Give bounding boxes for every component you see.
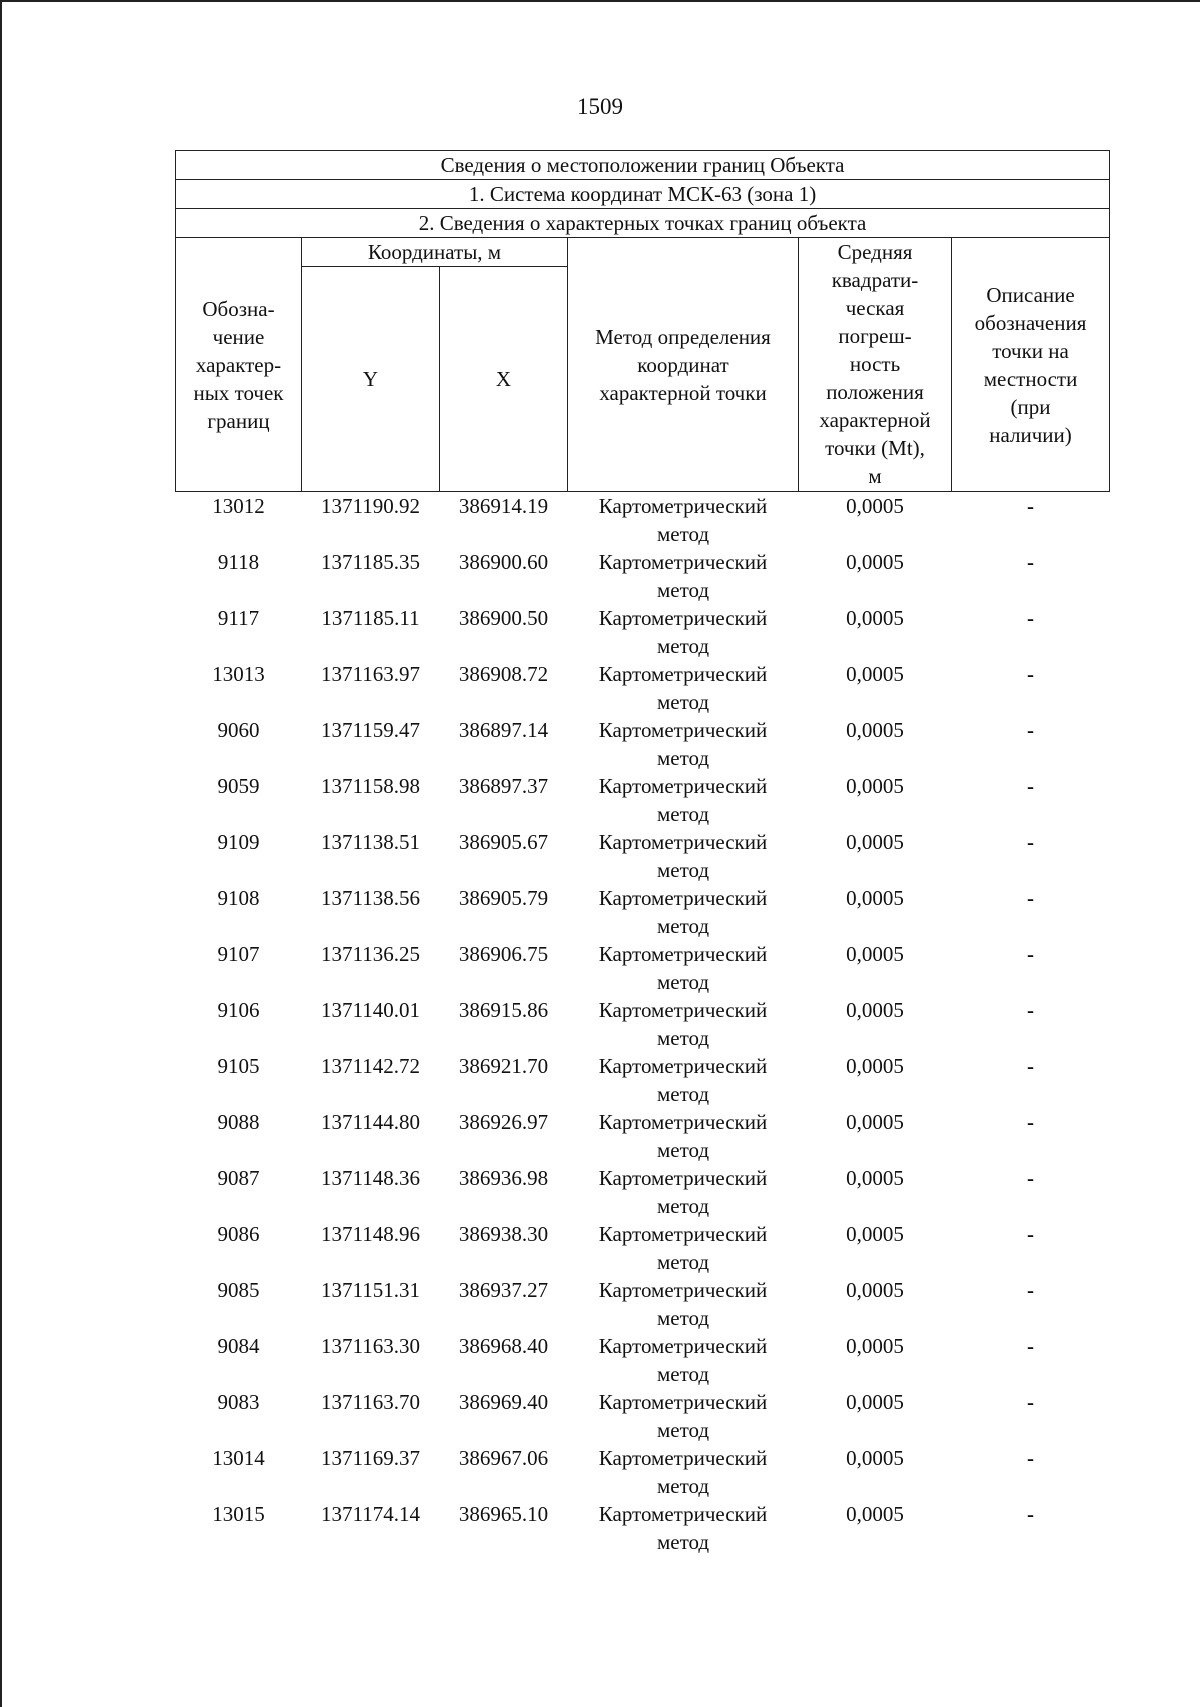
description-cell: - [1027, 662, 1035, 686]
description-cell: - [1027, 1110, 1035, 1134]
mt-cell: 0,0005 [846, 1166, 904, 1190]
mt-cell: 0,0005 [846, 606, 904, 630]
x-coordinate-cell: 386967.06 [458, 1446, 549, 1470]
point-id-cell: 9108 [217, 886, 260, 910]
method-cell: Картометрический метод [598, 830, 768, 882]
method-cell: Картометрический метод [598, 1110, 768, 1162]
point-id-cell: 13014 [212, 1446, 265, 1470]
point-id-cell: 9107 [217, 942, 260, 966]
y-coordinate-cell: 1371163.30 [321, 1334, 420, 1358]
table-row [176, 1388, 1110, 1444]
mt-cell: 0,0005 [846, 1222, 904, 1246]
table-row [176, 1276, 1110, 1332]
description-cell: - [1027, 1446, 1035, 1470]
method-cell: Картометрический метод [598, 1278, 768, 1330]
y-coordinate-cell: 1371140.01 [321, 998, 420, 1022]
mt-cell: 0,0005 [846, 1110, 904, 1134]
y-coordinate-cell: 1371142.72 [321, 1054, 420, 1078]
point-id-cell: 13013 [212, 662, 265, 686]
method-cell: Картометрический метод [598, 1502, 768, 1554]
method-cell: Картометрический метод [598, 886, 768, 938]
y-coordinate-cell: 1371159.47 [321, 718, 420, 742]
method-cell: Картометрический метод [598, 606, 768, 658]
mt-cell: 0,0005 [846, 718, 904, 742]
table-row [176, 1500, 1110, 1556]
description-cell: - [1027, 1334, 1035, 1358]
method-cell: Картометрический метод [598, 998, 768, 1050]
x-coordinate-cell: 386921.70 [458, 1054, 549, 1078]
method-cell: Картометрический метод [598, 718, 768, 770]
method-cell: Картометрический метод [598, 942, 768, 994]
point-id-cell: 9118 [217, 550, 260, 574]
description-cell: - [1027, 606, 1035, 630]
point-id-cell: 13012 [212, 494, 265, 518]
description-cell: - [1027, 718, 1035, 742]
description-cell: - [1027, 550, 1035, 574]
table-row [176, 1164, 1110, 1220]
description-cell: - [1027, 942, 1035, 966]
x-coordinate-cell: 386900.60 [458, 550, 549, 574]
mt-cell: 0,0005 [846, 830, 904, 854]
x-coordinate-cell: 386900.50 [458, 606, 549, 630]
point-id-cell: 13015 [212, 1502, 265, 1526]
mt-cell: 0,0005 [846, 942, 904, 966]
header-y: Y [302, 267, 440, 492]
header-description: Описание обозначения точки на местности (при наличии) [952, 238, 1110, 492]
x-coordinate-cell: 386965.10 [458, 1502, 549, 1526]
x-coordinate-cell: 386905.79 [458, 886, 549, 910]
y-coordinate-cell: 1371136.25 [321, 942, 420, 966]
method-cell: Картометрический метод [598, 1166, 768, 1218]
table-row [176, 772, 1110, 828]
description-cell: - [1027, 774, 1035, 798]
header-method: Метод определения координат характерной точки [568, 238, 799, 492]
method-cell: Картометрический метод [598, 1054, 768, 1106]
point-id-cell: 9106 [217, 998, 260, 1022]
mt-cell: 0,0005 [846, 1390, 904, 1414]
method-cell: Картометрический метод [598, 550, 768, 602]
table-row [176, 940, 1110, 996]
y-coordinate-cell: 1371163.97 [321, 662, 420, 686]
point-id-cell: 9109 [217, 830, 260, 854]
table-row [176, 1332, 1110, 1388]
y-coordinate-cell: 1371144.80 [321, 1110, 420, 1134]
header-mean-square-error: Средняя квадрати- ческая погреш- ность положения характерной точки (Mt), м [799, 238, 952, 492]
table-row [176, 716, 1110, 772]
method-cell: Картометрический метод [598, 1334, 768, 1386]
point-id-cell: 9084 [217, 1334, 260, 1358]
mt-cell: 0,0005 [846, 1502, 904, 1526]
method-cell: Картометрический метод [598, 774, 768, 826]
x-coordinate-cell: 386926.97 [458, 1110, 549, 1134]
mt-cell: 0,0005 [846, 494, 904, 518]
y-coordinate-cell: 1371148.96 [321, 1222, 420, 1246]
x-coordinate-cell: 386914.19 [458, 494, 549, 518]
table-row [176, 828, 1110, 884]
description-cell: - [1027, 998, 1035, 1022]
page-number: 1509 [577, 94, 623, 119]
description-cell: - [1027, 1390, 1035, 1414]
description-cell: - [1027, 1166, 1035, 1190]
point-id-cell: 9059 [217, 774, 260, 798]
table-row [176, 548, 1110, 604]
method-cell: Картометрический метод [598, 662, 768, 714]
description-cell: - [1027, 1278, 1035, 1302]
mt-cell: 0,0005 [846, 886, 904, 910]
scan-edge-left [0, 0, 2, 1707]
x-coordinate-cell: 386897.14 [458, 718, 549, 742]
x-coordinate-cell: 386936.98 [458, 1166, 549, 1190]
x-coordinate-cell: 386906.75 [458, 942, 549, 966]
boundary-points-table [175, 150, 1110, 1556]
table-row [176, 1052, 1110, 1108]
x-coordinate-cell: 386905.67 [458, 830, 549, 854]
method-cell: Картометрический метод [598, 1390, 768, 1442]
x-coordinate-cell: 386968.40 [458, 1334, 549, 1358]
method-cell: Картометрический метод [598, 1222, 768, 1274]
x-coordinate-cell: 386897.37 [458, 774, 549, 798]
table-row [176, 1220, 1110, 1276]
description-cell: - [1027, 1054, 1035, 1078]
table-title-object-boundaries: Сведения о местоположении границ Объекта [176, 151, 1110, 180]
point-id-cell: 9117 [217, 606, 260, 630]
table-row [176, 884, 1110, 940]
y-coordinate-cell: 1371151.31 [321, 1278, 420, 1302]
mt-cell: 0,0005 [846, 1278, 904, 1302]
header-x: X [440, 267, 568, 492]
description-cell: - [1027, 1502, 1035, 1526]
description-cell: - [1027, 830, 1035, 854]
y-coordinate-cell: 1371158.98 [321, 774, 420, 798]
mt-cell: 0,0005 [846, 662, 904, 686]
mt-cell: 0,0005 [846, 774, 904, 798]
y-coordinate-cell: 1371174.14 [321, 1502, 420, 1526]
x-coordinate-cell: 386937.27 [458, 1278, 549, 1302]
description-cell: - [1027, 494, 1035, 518]
x-coordinate-cell: 386915.86 [458, 998, 549, 1022]
y-coordinate-cell: 1371148.36 [321, 1166, 420, 1190]
method-cell: Картометрический метод [598, 1446, 768, 1498]
x-coordinate-cell: 386908.72 [458, 662, 549, 686]
point-id-cell: 9083 [217, 1390, 260, 1414]
x-coordinate-cell: 386938.30 [458, 1222, 549, 1246]
description-cell: - [1027, 886, 1035, 910]
y-coordinate-cell: 1371169.37 [321, 1446, 420, 1470]
point-id-cell: 9088 [217, 1110, 260, 1134]
table-row [176, 604, 1110, 660]
mt-cell: 0,0005 [846, 1334, 904, 1358]
mt-cell: 0,0005 [846, 550, 904, 574]
y-coordinate-cell: 1371190.92 [321, 494, 420, 518]
table-title-characteristic-points: 2. Сведения о характерных точках границ объекта [176, 209, 1110, 238]
point-id-cell: 9087 [217, 1166, 260, 1190]
method-cell: Картометрический метод [598, 494, 768, 546]
table-title-coordinate-system: 1. Система координат МСК-63 (зона 1) [176, 180, 1110, 209]
mt-cell: 0,0005 [846, 998, 904, 1022]
mt-cell: 0,0005 [846, 1054, 904, 1078]
table-row [176, 1108, 1110, 1164]
header-designation: Обозна- чение характер- ных точек границ [176, 238, 302, 492]
table-row [176, 660, 1110, 716]
y-coordinate-cell: 1371138.56 [321, 886, 420, 910]
table-row [176, 996, 1110, 1052]
description-cell: - [1027, 1222, 1035, 1246]
scan-edge-top [0, 0, 1200, 2]
y-coordinate-cell: 1371185.11 [321, 606, 420, 630]
y-coordinate-cell: 1371138.51 [321, 830, 420, 854]
point-id-cell: 9086 [217, 1222, 260, 1246]
y-coordinate-cell: 1371163.70 [321, 1390, 420, 1414]
mt-cell: 0,0005 [846, 1446, 904, 1470]
y-coordinate-cell: 1371185.35 [321, 550, 420, 574]
table-body [176, 492, 1110, 1557]
header-coordinates: Координаты, м [302, 238, 568, 267]
table-row [176, 492, 1110, 549]
table-row [176, 1444, 1110, 1500]
x-coordinate-cell: 386969.40 [458, 1390, 549, 1414]
point-id-cell: 9085 [217, 1278, 260, 1302]
point-id-cell: 9105 [217, 1054, 260, 1078]
point-id-cell: 9060 [217, 718, 260, 742]
